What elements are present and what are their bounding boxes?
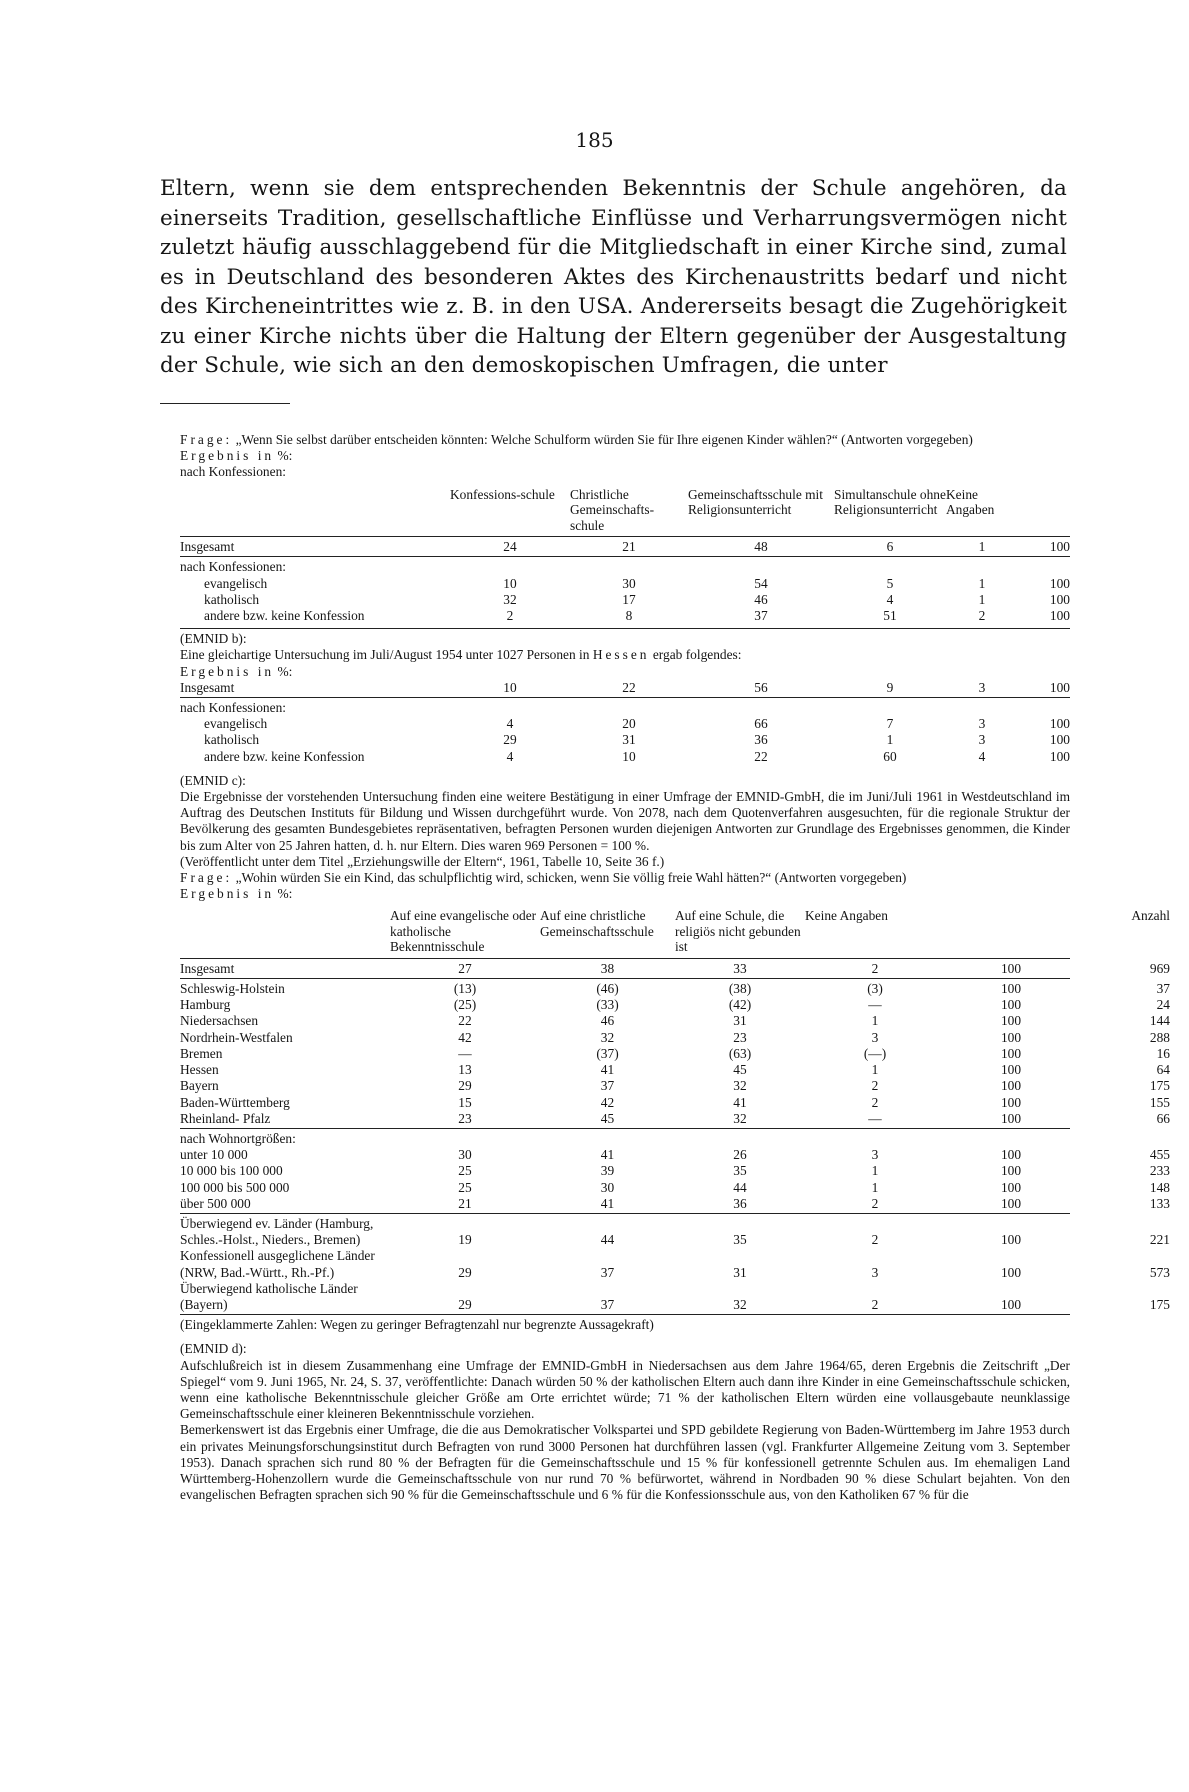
table-row: Bremen — (37) (63) (—) 100 16 — [180, 1045, 1170, 1061]
column-header: Auf eine evangelische oder katholische Bekenntnisschule — [390, 908, 537, 955]
column-header: Auf eine christliche Gemeinschaftsschule — [540, 908, 654, 939]
column-header: Auf eine Schule, die religiös nicht gebunden ist — [675, 908, 801, 955]
question-1 — [180, 432, 1070, 448]
question-1-label: Frage: — [180, 432, 233, 447]
table-row: evangelisch 4 20 66 7 3 100 — [204, 716, 1070, 732]
table-rule — [180, 628, 1070, 629]
table-row: Niedersachsen 22 46 31 1 100 144 — [180, 1013, 1170, 1029]
result-line-3: Ergebnis in %: — [180, 886, 293, 902]
table-row: Insgesamt 27 38 33 2 100 969 — [180, 960, 1170, 976]
table-rule — [180, 1213, 1070, 1214]
result-line-2: Ergebnis in %: — [180, 663, 293, 679]
final-paragraph: Bemerkenswert ist das Ergebnis einer Umfrage, die die aus Demokratischer Volkspartei und SPD gebildete Regierung von Baden-Württemberg im Jahre 1953 durch ein privates Meinungsforschungsinstitut durch Befragten von rund 3000 Personen hat durchführen lassen (vgl. Frankfurter Allgemeine Zeitung vom 3. September 1953). Danach sprachen sich rund 80 % der Befragten für die Gemeinschaftsschule und 15 % für konfessionell getrennte Schulen aus. Im ehemaligen Land Württemberg-Hohenzollern wurde die Gemeinschaftsschule von nur rund 70 % befürwortet, während in Nordbaden 90 % diese Schulart bejahten. Von den evangelischen Befragten sprachen sich 90 % für die Gemeinschaftsschule und 6 % für die Konfessionsschule aus, von den Katholiken 67 % für die — [180, 1422, 1070, 1503]
emnid-b-text: Eine gleichartige Untersuchung im Juli/August 1954 unter 1027 Personen in Hessen ergab folgendes: — [180, 647, 742, 663]
column-header: Gemeinschaftsschule mit Religionsunterricht — [688, 486, 823, 518]
table-row: Hamburg (25) (33) (42) — 100 24 — [180, 997, 1170, 1013]
result-label: Ergebnis in — [180, 448, 275, 464]
column-header: Keine Angaben — [805, 908, 888, 924]
table-row: Insgesamt 10 22 56 9 3 100 — [180, 679, 1070, 695]
emnid-d-text: Aufschlußreich ist in diesem Zusammenhang eine Umfrage der EMNID-GmbH in Niedersachsen aus dem Jahre 1964/65, deren Ergebnis die Zeitschrift „Der Spiegel“ vom 9. Juni 1965, Nr. 24, S. 37, veröffentlichte: Danach würden 50 % der katholischen Eltern auch dann ihre Kinder in eine Gemeinschaftsschule schicken, wenn eine katholische Bekenntnisschule gleicher Größe am Orte errichtet würde; 71 % der katholischen Eltern würden eine vollausgebaute neunklassige Gemeinschaftsschule einer kleineren Bekenntnisschule vorziehen. — [180, 1357, 1070, 1422]
column-header: Anzahl — [1131, 908, 1170, 924]
table-row: Überwiegend ev. Länder (Hamburg, Schles.-Holst., Nieders., Bremen) 19 44 35 2 100 221 — [180, 1215, 1170, 1248]
table-rule — [180, 978, 1070, 979]
column-header: Simultanschule ohne Religionsunterricht — [834, 486, 946, 518]
emnid-c-label: (EMNID c): — [180, 772, 246, 788]
table-rule — [180, 1314, 1070, 1315]
table-3-header — [180, 908, 1170, 957]
table-rule — [180, 1128, 1070, 1129]
table-row: Baden-Württemberg 15 42 41 2 100 155 — [180, 1094, 1170, 1110]
table-row: 10 000 bis 100 000 25 39 35 1 100 233 — [180, 1163, 1170, 1179]
table-row: 100 000 bis 500 000 25 30 44 1 100 148 — [180, 1179, 1170, 1195]
table-row: Konfessionell ausgeglichene Länder (NRW, Bad.-Württ., Rh.-Pf.) 29 37 31 3 100 573 — [180, 1248, 1170, 1280]
table-row: Rheinland- Pfalz 23 45 32 — 100 66 — [180, 1110, 1170, 1126]
table-row: Nordrhein-Westfalen 42 32 23 3 100 288 — [180, 1029, 1170, 1045]
question-1-text: „Wenn Sie selbst darüber entscheiden könnten: Welche Schulform würden Sie für Ihre eigenen Kinder wählen?“ (Antworten vorgegeben) — [232, 432, 973, 447]
table-1-header — [180, 487, 1070, 536]
page-number: 185 — [575, 128, 614, 152]
table-row: andere bzw. keine Konfession 4 10 22 60 4 100 — [204, 748, 1070, 764]
table-rule — [180, 958, 1070, 959]
table-row: katholisch 32 17 46 4 1 100 — [204, 591, 1070, 607]
footnote-separator — [160, 403, 290, 404]
table-group-label: nach Konfessionen: — [180, 699, 286, 715]
table-row: unter 10 000 30 41 26 3 100 455 — [180, 1147, 1170, 1163]
question-2: Frage: „Wohin würden Sie ein Kind, das schulpflichtig wird, schicken, wenn Sie völlig freie Wahl hätten?“ (Antworten vorgegeben) — [180, 869, 907, 885]
table-row: Schleswig-Holstein (13) (46) (38) (3) 100 37 — [180, 981, 1170, 997]
table-rule — [180, 536, 1070, 537]
table-row: über 500 000 21 41 36 2 100 133 — [180, 1195, 1170, 1211]
footnote-block — [180, 432, 1170, 1503]
column-header: Christliche Gemeinschafts-schule — [570, 486, 655, 533]
emnid-c-text: Die Ergebnisse der vorstehenden Untersuchung finden eine weitere Bestätigung in einer Umfrage der EMNID-GmbH, die im Juni/Juli 1961 in Westdeutschland im Auftrag des Deutschen Instituts für Bildung und Wissen durchgeführt wurde. Von 2078, nach dem Quotenverfahren ausgesuchten, für die regionale Struktur der Bevölkerung des gesamten Bundesgebietes repräsentativen, befragten Personen wurden diejenigen Antworten zur Grundlage des Ergebnisses genommen, die Kinder bis zum Alter von 25 Jahren hatten, d. h. nur Eltern. Dies waren 969 Personen = 100 %. — [180, 788, 1070, 853]
table-row: Bayern 29 37 32 2 100 175 — [180, 1078, 1170, 1094]
result-line-1 — [180, 448, 1070, 464]
table-row: evangelisch 10 30 54 5 1 100 — [204, 575, 1070, 591]
table-row: katholisch 29 31 36 1 3 100 — [204, 732, 1070, 748]
bracket-note: (Eingeklammerte Zahlen: Wegen zu geringer Befragtenzahl nur begrenzte Aussagekraft) — [180, 1317, 654, 1333]
column-header: Keine Angaben — [946, 486, 995, 518]
table-group-label: nach Konfessionen: — [180, 559, 286, 575]
table-row: Hessen 13 41 45 1 100 64 — [180, 1062, 1170, 1078]
published-note: (Veröffentlicht unter dem Titel „Erziehungswille der Eltern“, 1961, Tabelle 10, Seite 36 f.) — [180, 853, 665, 869]
table-row: Insgesamt 24 21 48 6 1 100 — [180, 539, 1070, 555]
emnid-b-label: (EMNID b): — [180, 631, 247, 647]
table-row: andere bzw. keine Konfession 2 8 37 51 2 100 — [204, 607, 1070, 623]
by-confession-label: nach Konfessionen: — [180, 464, 286, 480]
result-unit: %: — [274, 448, 293, 464]
table-rule — [180, 697, 1070, 698]
column-header: Konfessions-schule — [450, 486, 555, 502]
table-row: Überwiegend katholische Länder (Bayern) 29 37 32 2 100 175 — [180, 1280, 1170, 1312]
table-rule — [180, 556, 1070, 557]
emnid-d-label: (EMNID d): — [180, 1341, 247, 1357]
table-group-label: nach Wohnortgrößen: — [180, 1130, 296, 1146]
intro-paragraph: Eltern, wenn sie dem entsprechenden Bekenntnis der Schule angehören, da einerseits Tradition, gesellschaftliche Einflüsse und Verharrungsvermögen nicht zuletzt häufig ausschlaggebend für die Mitgliedschaft in einer Kirche sind, zumal es in Deutschland des besonderen Aktes des Kirchenaustritts bedarf und nicht des Kircheneintrittes wie z. B. in den USA. Andererseits besagt die Zugehörigkeit zu einer Kirche nichts über die Haltung der Eltern gegenüber der Ausgestaltung der Schule, wie sich an den demoskopischen Umfragen, die unter — [160, 176, 1067, 378]
